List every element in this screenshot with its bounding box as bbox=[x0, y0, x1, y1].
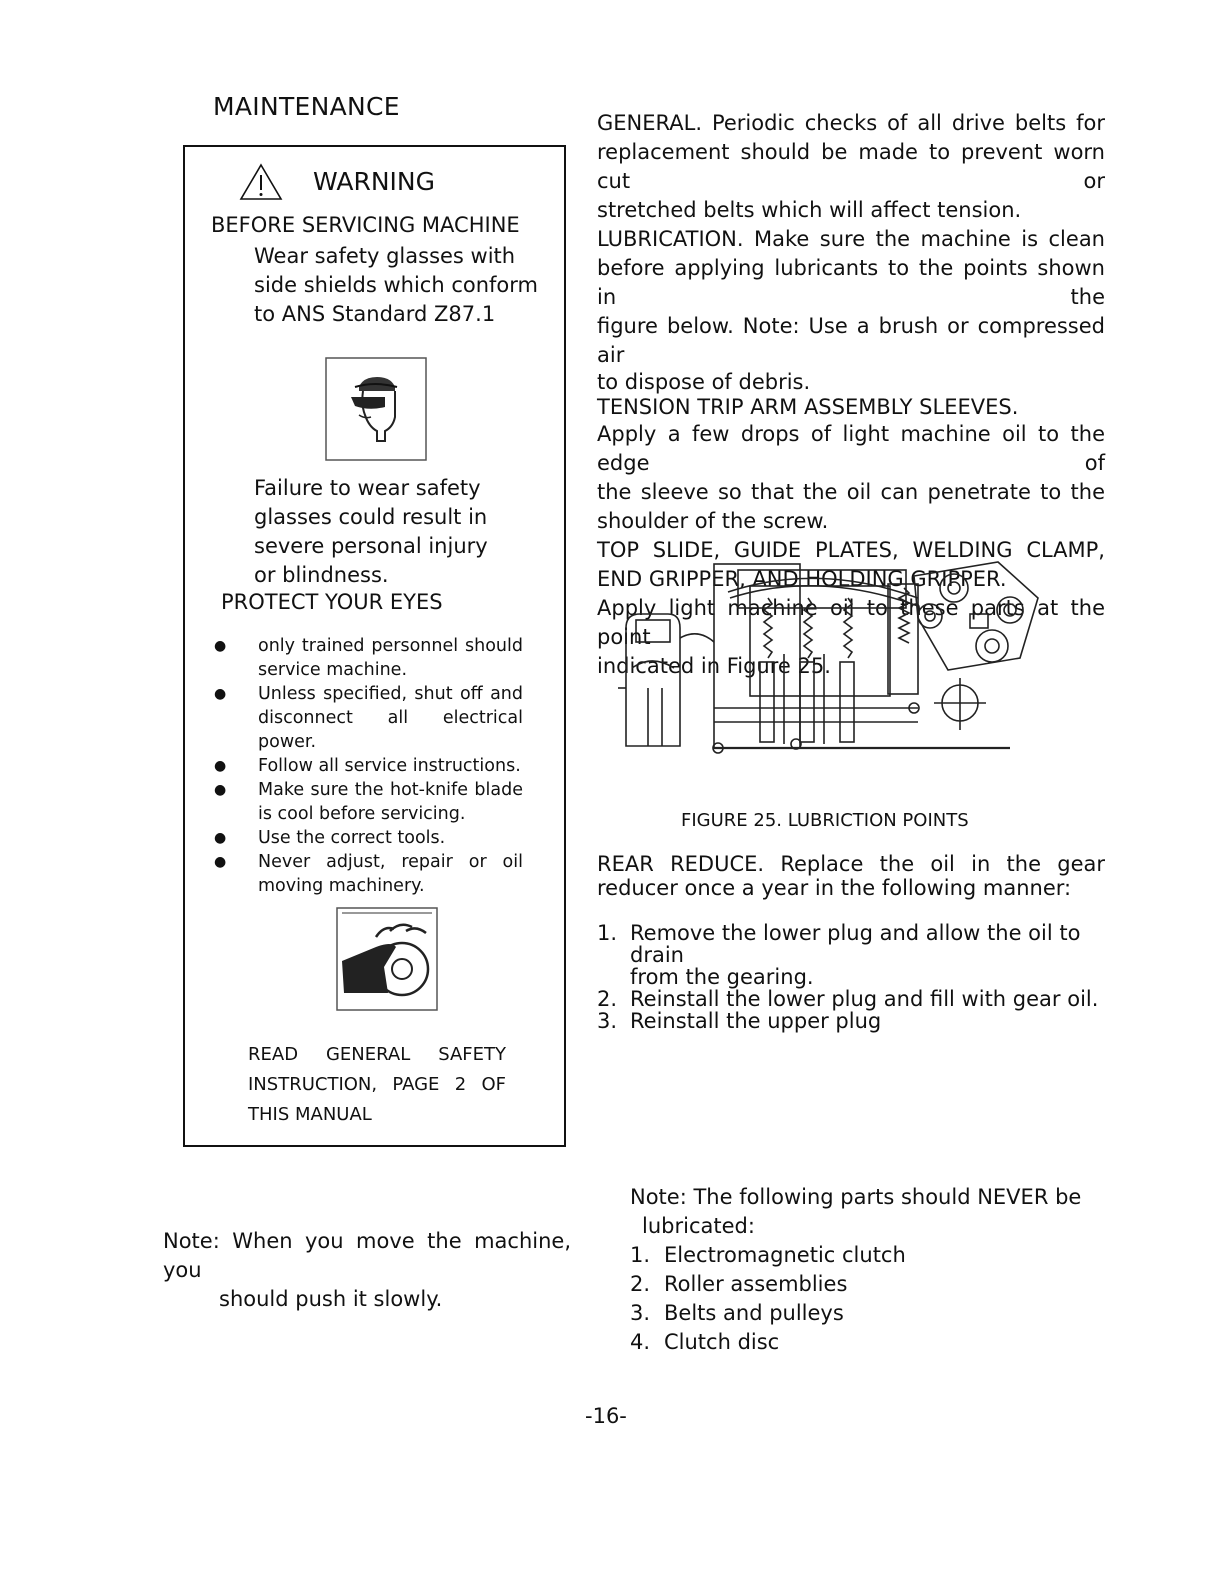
never-lubricate-note bbox=[630, 1183, 1100, 1241]
text-line: replacement should be made to prevent worn cut or bbox=[597, 140, 1105, 193]
text-line: figure below. Note: Use a brush or compressed air bbox=[597, 314, 1105, 367]
tension-paragraph bbox=[597, 420, 1105, 536]
list-item bbox=[211, 778, 523, 826]
text-line: INSTRUCTION, PAGE 2 OF bbox=[248, 1074, 506, 1095]
tension-title: TENSION TRIP ARM ASSEMBLY SLEEVES. bbox=[597, 395, 1019, 419]
text-line: Use the correct tools. bbox=[258, 828, 446, 848]
general-paragraph bbox=[597, 109, 1105, 225]
list-item bbox=[211, 754, 523, 778]
page-number: -16- bbox=[585, 1404, 627, 1428]
rear-reduce-steps bbox=[597, 922, 1117, 1032]
text-line: should push it slowly. bbox=[219, 1287, 443, 1311]
safety-glasses-icon bbox=[325, 357, 427, 461]
list-item bbox=[630, 1241, 906, 1270]
text-line: READ GENERAL SAFETY bbox=[248, 1044, 506, 1065]
list-item bbox=[211, 634, 523, 682]
text-line: Note: When you move the machine, you bbox=[163, 1229, 571, 1282]
warning-title: WARNING bbox=[313, 167, 435, 196]
text-line: Reinstall the lower plug and fill with gear oil. bbox=[630, 987, 1099, 1011]
text-line: indicated in Figure 25. bbox=[597, 654, 831, 678]
before-servicing-heading: BEFORE SERVICING MACHINE bbox=[211, 213, 520, 237]
text-line: severe personal injury bbox=[254, 534, 488, 558]
text-line: THIS MANUAL bbox=[248, 1104, 372, 1125]
step-number: 3. bbox=[597, 1009, 618, 1033]
text-line: Follow all service instructions. bbox=[258, 756, 521, 776]
text-line: GENERAL. Periodic checks of all drive belts for bbox=[597, 111, 1105, 135]
text-line: Make sure the hot-knife blade bbox=[258, 780, 523, 800]
list-item bbox=[597, 988, 1117, 1010]
text-line: glasses could result in bbox=[254, 505, 488, 529]
text-line: disconnect all electrical power. bbox=[258, 708, 523, 752]
item-number: 4. bbox=[630, 1330, 651, 1354]
text-line: is cool before servicing. bbox=[258, 804, 466, 824]
text-line: Failure to wear safety bbox=[254, 476, 481, 500]
text-line: side shields which conform bbox=[254, 273, 539, 297]
text-line: service machine. bbox=[258, 660, 408, 680]
page-heading: MAINTENANCE bbox=[213, 92, 400, 121]
list-item bbox=[597, 1010, 1117, 1032]
item-text: Clutch disc bbox=[664, 1330, 780, 1354]
safety-rules-list bbox=[211, 634, 523, 898]
list-item bbox=[211, 850, 523, 898]
text-line: lubricated: bbox=[642, 1214, 755, 1238]
list-item bbox=[211, 826, 523, 850]
list-item bbox=[211, 682, 523, 754]
rear-reduce-paragraph bbox=[597, 852, 1105, 900]
warning-triangle-icon bbox=[239, 163, 283, 201]
text-line: to dispose of debris. bbox=[597, 370, 811, 394]
warning-box bbox=[183, 145, 566, 1147]
list-item bbox=[597, 922, 1117, 988]
bullet-icon: ● bbox=[214, 830, 227, 846]
text-line: Remove the lower plug and allow the oil to drain bbox=[630, 921, 1081, 967]
list-item bbox=[630, 1328, 906, 1357]
text-line: shoulder of the screw. bbox=[597, 509, 829, 533]
text-line: Apply light machine oil to these parts at the point bbox=[597, 596, 1105, 649]
figure-caption: FIGURE 25. LUBRICTION POINTS bbox=[681, 810, 969, 831]
lubrication-paragraph bbox=[597, 225, 1105, 394]
moving-belt-hazard-icon bbox=[336, 907, 438, 1011]
text-line: LUBRICATION. Make sure the machine is clean bbox=[597, 227, 1105, 251]
text-line: moving machinery. bbox=[258, 876, 425, 896]
text-line: reducer once a year in the following manner: bbox=[597, 876, 1072, 900]
lubrication-points-figure bbox=[618, 558, 1048, 770]
item-number: 2. bbox=[630, 1272, 651, 1296]
bullet-icon: ● bbox=[214, 638, 227, 654]
text-line: the sleeve so that the oil can penetrate to the bbox=[597, 480, 1105, 504]
text-line: before applying lubricants to the points shown in the bbox=[597, 256, 1105, 309]
step-number: 2. bbox=[597, 987, 618, 1011]
protect-eyes-heading: PROTECT YOUR EYES bbox=[221, 590, 443, 614]
item-text: Belts and pulleys bbox=[664, 1301, 844, 1325]
bullet-icon: ● bbox=[214, 782, 227, 798]
text-line: TOP SLIDE, GUIDE PLATES, WELDING CLAMP, bbox=[597, 538, 1105, 562]
safety-glasses-text bbox=[254, 242, 554, 329]
read-safety-instruction-text bbox=[248, 1040, 506, 1130]
text-line: Reinstall the upper plug bbox=[630, 1009, 882, 1033]
text-line: only trained personnel should bbox=[258, 636, 523, 656]
text-line: END GRIPPER, AND HOLDING GRIPPER. bbox=[597, 567, 1007, 591]
list-item bbox=[630, 1299, 906, 1328]
item-text: Electromagnetic clutch bbox=[664, 1243, 906, 1267]
bullet-icon: ● bbox=[214, 686, 227, 702]
text-line: Never adjust, repair or oil bbox=[258, 852, 523, 872]
text-line: Note: The following parts should NEVER be bbox=[630, 1185, 1082, 1209]
item-number: 3. bbox=[630, 1301, 651, 1325]
item-number: 1. bbox=[630, 1243, 651, 1267]
list-item bbox=[630, 1270, 906, 1299]
note-move-machine bbox=[163, 1227, 571, 1314]
bullet-icon: ● bbox=[214, 758, 227, 774]
item-text: Roller assemblies bbox=[664, 1272, 848, 1296]
failure-warning-text bbox=[254, 474, 534, 590]
text-line: or blindness. bbox=[254, 563, 389, 587]
bullet-icon: ● bbox=[214, 854, 227, 870]
text-line: stretched belts which will affect tension. bbox=[597, 198, 1022, 222]
text-line: REAR REDUCE. Replace the oil in the gear bbox=[597, 852, 1105, 876]
step-number: 1. bbox=[597, 921, 618, 945]
text-line: Apply a few drops of light machine oil to the edge of bbox=[597, 422, 1105, 475]
text-line: Wear safety glasses with bbox=[254, 244, 516, 268]
text-line: from the gearing. bbox=[630, 965, 814, 989]
text-line: Unless specified, shut off and bbox=[258, 684, 523, 704]
never-lubricate-list bbox=[630, 1241, 906, 1357]
text-line: to ANS Standard Z87.1 bbox=[254, 302, 496, 326]
